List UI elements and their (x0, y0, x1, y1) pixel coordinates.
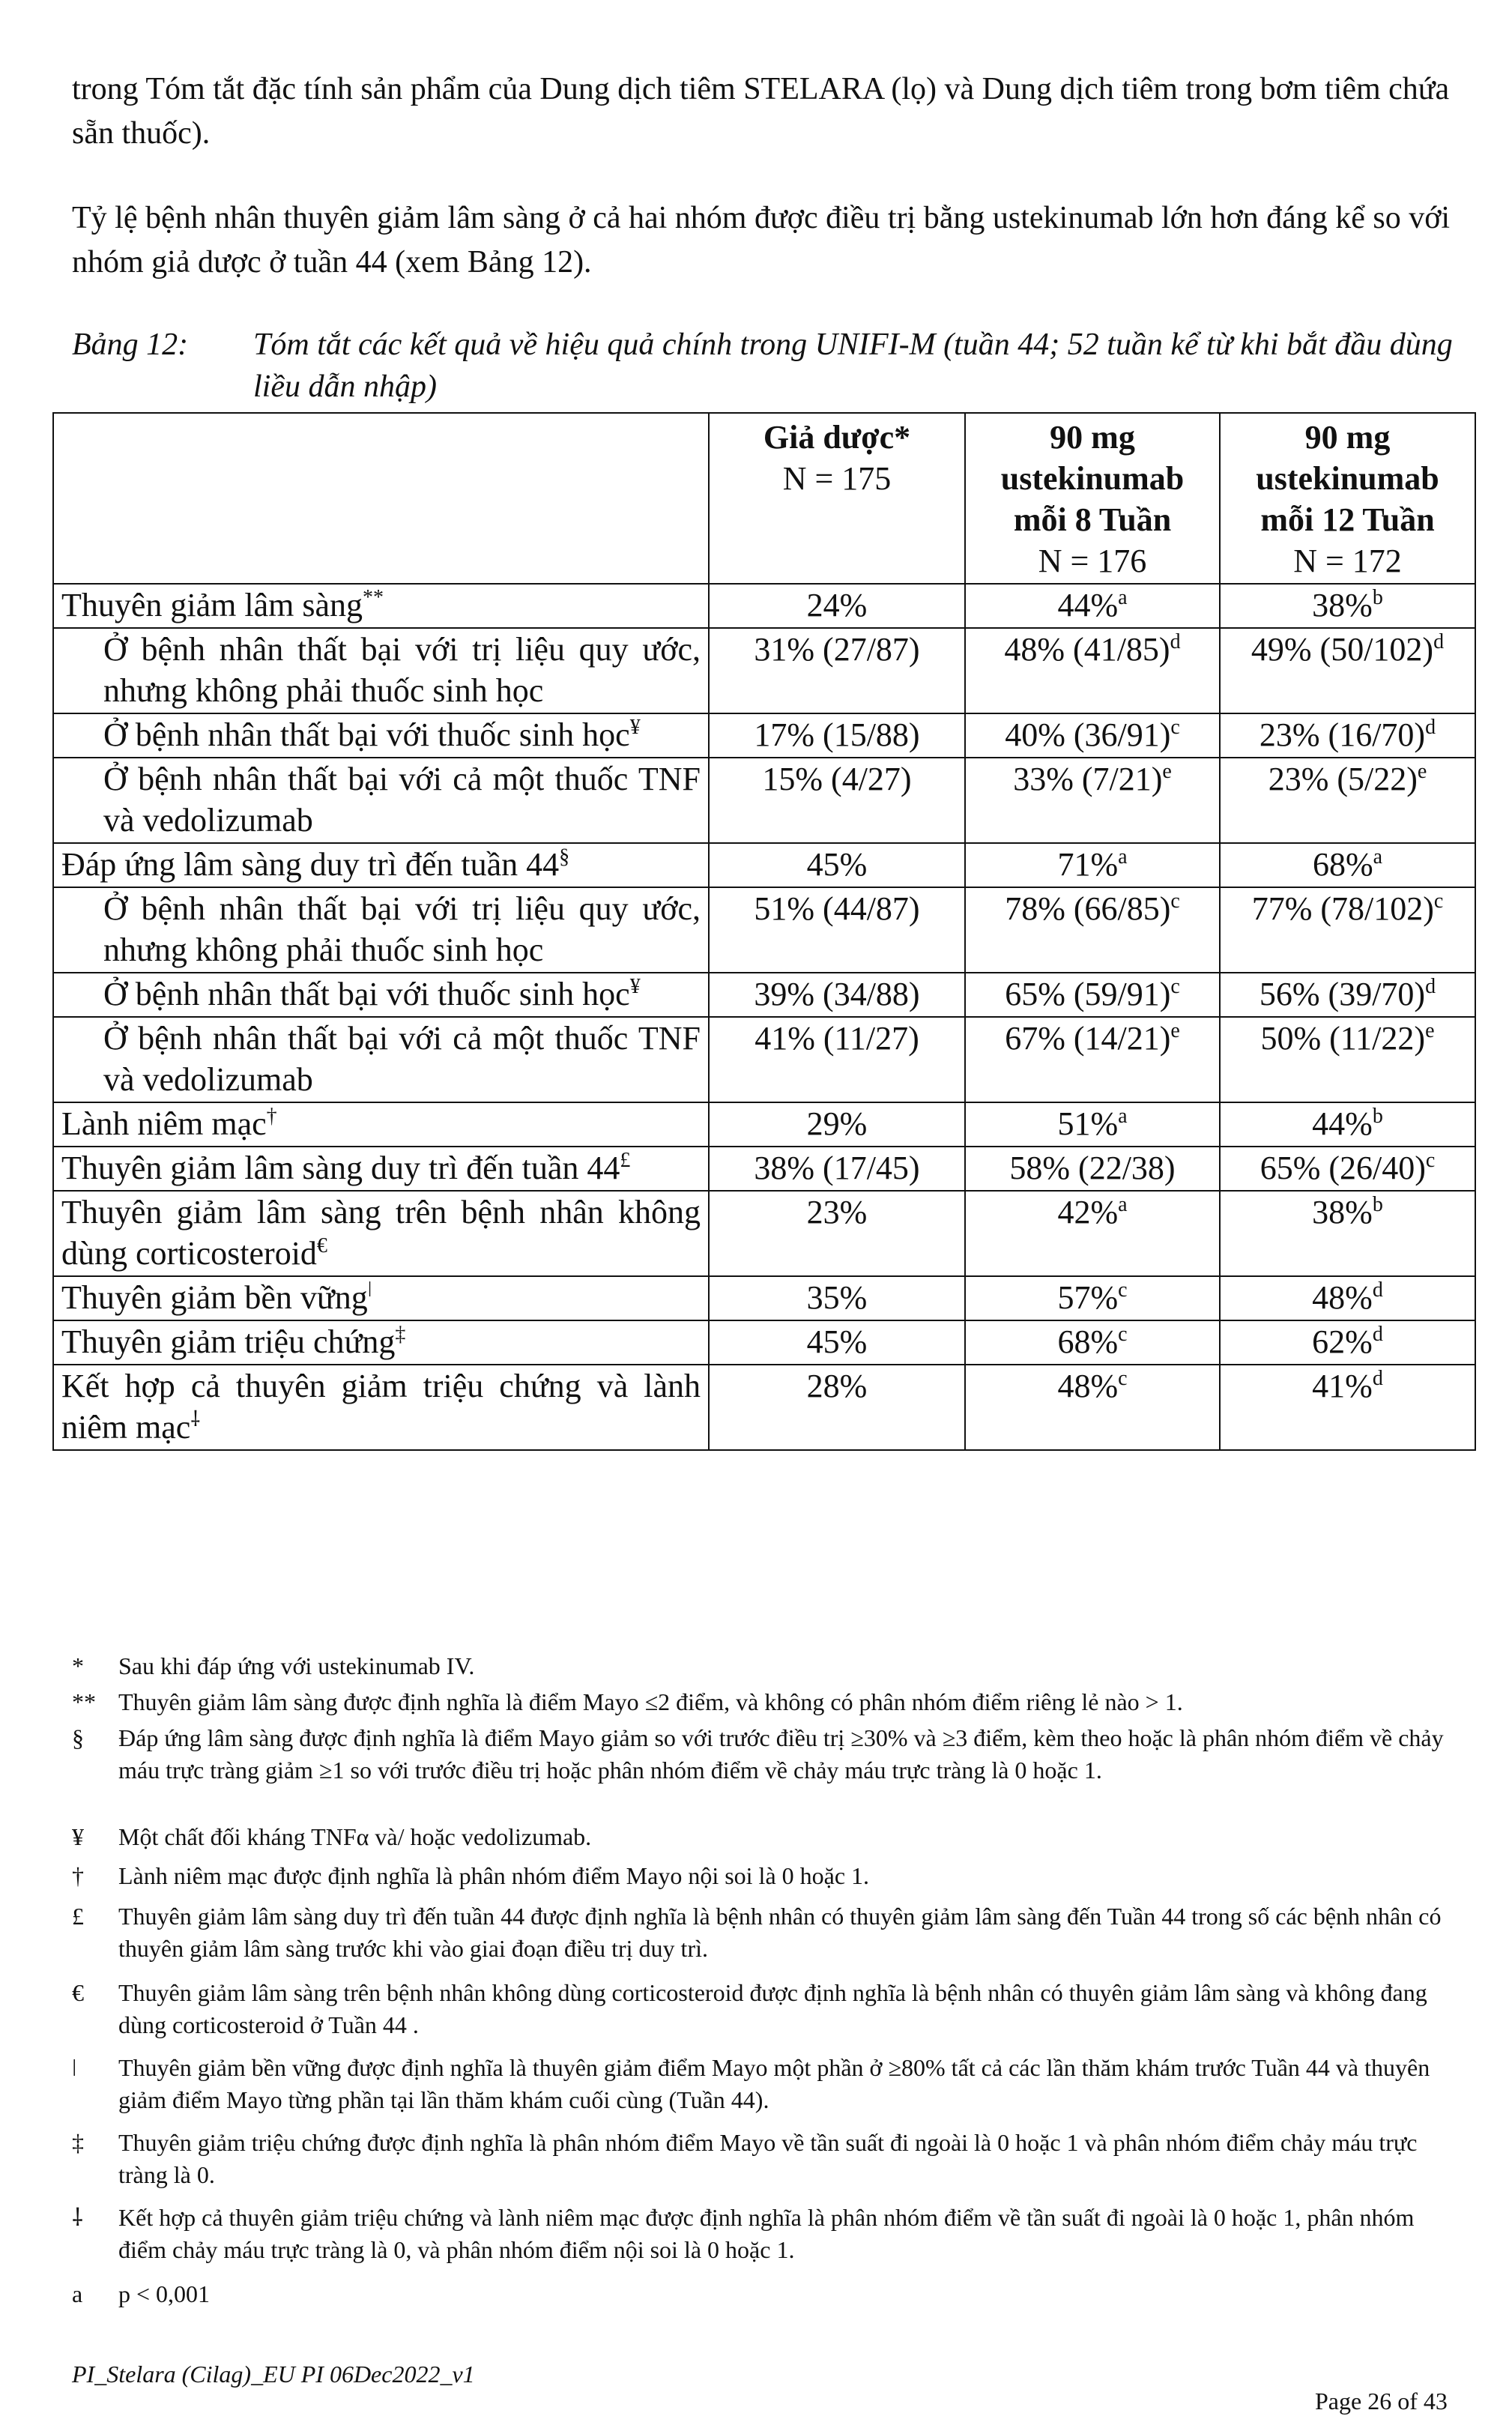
value-text: 41% (11/27) (755, 1020, 919, 1057)
value-text: 50% (11/22) (1260, 1020, 1426, 1057)
header-line: ustekinumab (1256, 460, 1439, 497)
value-text: 44% (1312, 1105, 1373, 1142)
row-label (53, 713, 709, 758)
row-label-text: Ở bệnh nhân thất bại với cả một thuốc TNF và vedolizumab (103, 761, 701, 839)
footnote-mark: § (72, 1724, 84, 1751)
row-label-footnote-mark: £ (620, 1149, 631, 1172)
table-caption-label: Bảng 12: (72, 327, 189, 362)
intro-paragraph: trong Tóm tắt đặc tính sản phẩm của Dung dịch tiêm STELARA (lọ) và Dung dịch tiêm trong bơm tiêm chứa sẵn thuốc). (72, 72, 1450, 151)
header-line: 90 mg (1304, 419, 1391, 456)
row-label-footnote-mark: ǀ (367, 1278, 372, 1302)
footnote-mark: * (72, 1652, 84, 1679)
value-text: 28% (806, 1368, 868, 1404)
value-cell-c3 (1220, 713, 1475, 758)
row-label (53, 1147, 709, 1191)
table-caption-text: Tóm tắt các kết quả về hiệu quả chính trong UNIFI-M (tuần 44; 52 tuần kể từ khi bắt đầu dùng liều dẫn nhập) (253, 327, 1453, 404)
value-cell-c3 (1220, 887, 1475, 973)
value-cell-c1 (709, 758, 965, 843)
table-row (53, 1365, 1475, 1450)
significance-mark: c (1118, 1278, 1128, 1302)
row-label (53, 1276, 709, 1320)
row-label-text: Lành niêm mạc (61, 1105, 267, 1142)
significance-mark: d (1372, 1323, 1383, 1346)
value-text: 51% (1057, 1105, 1119, 1142)
value-text: 65% (26/40) (1260, 1150, 1426, 1186)
value-text: 49% (50/102) (1251, 631, 1434, 668)
value-cell-c3 (1220, 758, 1475, 843)
row-label-text: Ở bệnh nhân thất bại với thuốc sinh học (103, 976, 630, 1012)
value-text: 51% (44/87) (754, 890, 920, 927)
value-cell-c2 (965, 758, 1220, 843)
header-line: N = 175 (782, 460, 892, 497)
value-text: 45% (806, 1323, 868, 1360)
efficacy-table (52, 412, 1476, 1451)
value-text: 17% (15/88) (754, 716, 920, 753)
value-cell-c2 (965, 1017, 1220, 1102)
significance-mark: e (1170, 1019, 1180, 1042)
significance-mark: b (1372, 1105, 1383, 1128)
value-cell-c2 (965, 1320, 1220, 1365)
value-text: 77% (78/102) (1251, 890, 1434, 927)
row-label-text: Thuyên giảm triệu chứng (61, 1323, 396, 1360)
table-row (53, 758, 1475, 843)
row-label (53, 1017, 709, 1102)
table-row (53, 1191, 1475, 1276)
value-text: 31% (27/87) (754, 631, 920, 668)
value-text: 44% (1057, 587, 1119, 623)
value-text: 39% (34/88) (754, 976, 920, 1012)
value-cell-c1 (709, 973, 965, 1017)
value-text: 38% (17/45) (754, 1150, 920, 1186)
header-line: 90 mg (1050, 419, 1135, 456)
footnote-text: Thuyên giảm lâm sàng được định nghĩa là điểm Mayo ≤2 điểm, và không có phân nhóm điểm riêng lẻ nào > 1. (118, 1688, 1183, 1715)
row-label-text: Thuyên giảm lâm sàng duy trì đến tuần 44 (61, 1150, 620, 1186)
value-cell-c1 (709, 584, 965, 628)
row-label (53, 843, 709, 887)
footnote-mark: † (72, 1862, 84, 1889)
header-line: mỗi 12 Tuần (1260, 501, 1435, 538)
significance-mark: d (1433, 630, 1445, 653)
significance-mark: e (1417, 760, 1427, 783)
significance-mark: d (1170, 630, 1181, 653)
footnote-text: Sau khi đáp ứng với ustekinumab IV. (118, 1652, 475, 1679)
table-row (53, 973, 1475, 1017)
row-label-footnote-mark: ‡ (395, 1323, 406, 1346)
value-cell-c2 (965, 887, 1220, 973)
value-text: 78% (66/85) (1005, 890, 1171, 927)
value-cell-c1 (709, 1102, 965, 1147)
value-cell-c2 (965, 1102, 1220, 1147)
value-cell-c1 (709, 1017, 965, 1102)
value-cell-c1 (709, 1191, 965, 1276)
value-text: 48% (1312, 1279, 1373, 1316)
value-cell-c2 (965, 843, 1220, 887)
header-q12w (1220, 413, 1475, 584)
value-cell-c2 (965, 1147, 1220, 1191)
row-label (53, 1102, 709, 1147)
row-label (53, 628, 709, 713)
value-cell-c3 (1220, 1017, 1475, 1102)
row-label (53, 973, 709, 1017)
footnote-text: Kết hợp cả thuyên giảm triệu chứng và lành niêm mạc được định nghĩa là phân nhóm điểm về tần suất đi ngoài là 0 hoặc 1, phân nhóm điểm chảy máu trực tràng là 0, và phân nhóm điểm nội soi là 0 hoặc 1. (118, 2204, 1415, 2263)
value-cell-c3 (1220, 628, 1475, 713)
header-q8w (965, 413, 1220, 584)
value-text: 24% (806, 587, 868, 623)
row-label-text: Thuyên giảm bền vững (61, 1279, 368, 1316)
value-text: 38% (1312, 1194, 1373, 1230)
significance-mark: a (1118, 1193, 1128, 1216)
value-text: 42% (1057, 1194, 1119, 1230)
row-label-text: Ở bệnh nhân thất bại với trị liệu quy ước, nhưng không phải thuốc sinh học (103, 631, 701, 709)
value-cell-c1 (709, 1147, 965, 1191)
significance-mark: e (1162, 760, 1172, 783)
value-cell-c1 (709, 1320, 965, 1365)
header-line: N = 172 (1293, 543, 1402, 579)
value-text: 23% (5/22) (1268, 761, 1418, 797)
significance-mark: c (1170, 890, 1180, 913)
value-text: 35% (806, 1279, 868, 1316)
significance-mark: a (1373, 845, 1383, 869)
value-text: 41% (1312, 1368, 1373, 1404)
row-label-footnote-mark: € (316, 1234, 327, 1257)
footnote-mark: ⸸ (72, 2204, 84, 2231)
value-cell-c3 (1220, 1320, 1475, 1365)
footnote-text: Thuyên giảm triệu chứng được định nghĩa là phân nhóm điểm Mayo về tần suất đi ngoài là 0 hoặc 1 và phân nhóm điểm chảy máu trực tràng là 0. (118, 2129, 1418, 2188)
significance-mark: a (1118, 586, 1128, 609)
value-cell-c3 (1220, 843, 1475, 887)
footnote-mark: ‡ (72, 2129, 84, 2156)
row-label-footnote-mark: ** (363, 586, 384, 609)
row-label-text: Ở bệnh nhân thất bại với cả một thuốc TNF và vedolizumab (103, 1020, 701, 1098)
header-line: ustekinumab (1000, 460, 1185, 497)
value-text: 68% (1312, 846, 1373, 883)
row-label-footnote-mark: † (266, 1105, 277, 1128)
table-row (53, 713, 1475, 758)
value-cell-c3 (1220, 1276, 1475, 1320)
row-label-footnote-mark: § (559, 845, 570, 869)
footnote-text: p < 0,001 (118, 2280, 211, 2307)
value-text: 33% (7/21) (1013, 761, 1163, 797)
value-cell-c3 (1220, 584, 1475, 628)
value-cell-c2 (965, 584, 1220, 628)
significance-mark: d (1372, 1367, 1383, 1390)
significance-mark: e (1425, 1019, 1435, 1042)
value-cell-c2 (965, 1365, 1220, 1450)
table-row (53, 584, 1475, 628)
header-line: Giả dược* (763, 419, 911, 456)
value-cell-c2 (965, 628, 1220, 713)
row-label (53, 758, 709, 843)
value-text: 40% (36/91) (1005, 716, 1171, 753)
value-text: 57% (1057, 1279, 1119, 1316)
table-row (53, 1276, 1475, 1320)
significance-mark: d (1372, 1278, 1383, 1302)
significance-mark: d (1425, 716, 1436, 739)
footnote-text: Một chất đối kháng TNFα và/ hoặc vedolizumab. (118, 1823, 592, 1850)
table-row (53, 1147, 1475, 1191)
value-text: 45% (806, 846, 868, 883)
row-label (53, 1191, 709, 1276)
value-cell-c3 (1220, 1102, 1475, 1147)
significance-mark: d (1425, 975, 1436, 998)
footnote-mark: ǀ (72, 2054, 77, 2081)
table-header-row (53, 413, 1475, 584)
value-text: 65% (59/91) (1005, 976, 1171, 1012)
row-label (53, 584, 709, 628)
footnote-text: Thuyên giảm lâm sàng trên bệnh nhân không dùng corticosteroid được định nghĩa là bệnh nhân có thuyên giảm lâm sàng và không đang dùng corticosteroid ở Tuần 44 . (118, 1979, 1427, 2038)
value-text: 62% (1312, 1323, 1373, 1360)
value-cell-c2 (965, 1191, 1220, 1276)
footer-document-id: PI_Stelara (Cilag)_EU PI 06Dec2022_v1 (72, 2361, 475, 2388)
footnote-mark: a (72, 2280, 83, 2307)
value-text: 29% (806, 1105, 868, 1142)
value-cell-c3 (1220, 1147, 1475, 1191)
value-text: 23% (806, 1194, 868, 1230)
value-text: 48% (41/85) (1004, 631, 1170, 668)
footnote-text: Thuyên giảm bền vững được định nghĩa là thuyên giảm điểm Mayo một phần ở ≥80% tất cả các lần thăm khám trước Tuần 44 và thuyên giảm điểm Mayo từng phần tại lần thăm khám cuối cùng (Tuần 44). (118, 2054, 1430, 2113)
footnote-mark: ¥ (72, 1823, 84, 1850)
row-label (53, 1365, 709, 1450)
value-cell-c1 (709, 628, 965, 713)
value-cell-c1 (709, 1365, 965, 1450)
value-cell-c1 (709, 843, 965, 887)
significance-mark: b (1372, 586, 1383, 609)
significance-mark: c (1170, 716, 1180, 739)
footnote-text: Đáp ứng lâm sàng được định nghĩa là điểm Mayo giảm so với trước điều trị ≥30% và ≥3 điểm, kèm theo hoặc là phân nhóm điểm về chảy máu trực tràng giảm ≥1 so với trước điều trị hoặc phân nhóm điểm về chảy máu trực tràng là 0 hoặc 1. (118, 1724, 1444, 1784)
results-paragraph: Tỷ lệ bệnh nhân thuyên giảm lâm sàng ở cả hai nhóm được điều trị bằng ustekinumab lớn hơn đáng kể so với nhóm giả dược ở tuần 44 (xem Bảng 12). (72, 201, 1451, 280)
footer-page-number: Page 26 of 43 (1315, 2388, 1448, 2415)
header-line: mỗi 8 Tuần (1013, 501, 1172, 538)
row-label-text: Kết hợp cả thuyên giảm triệu chứng và lành niêm mạc (61, 1368, 701, 1446)
significance-mark: c (1118, 1323, 1128, 1346)
value-text: 58% (22/38) (1009, 1150, 1176, 1186)
table-row (53, 1320, 1475, 1365)
row-label (53, 887, 709, 973)
value-cell-c1 (709, 713, 965, 758)
value-cell-c2 (965, 973, 1220, 1017)
row-label-text: Thuyên giảm lâm sàng trên bệnh nhân không dùng corticosteroid (61, 1194, 701, 1272)
value-text: 56% (39/70) (1259, 976, 1426, 1012)
significance-mark: a (1118, 1105, 1128, 1128)
value-text: 48% (1057, 1368, 1119, 1404)
footnote-text: Thuyên giảm lâm sàng duy trì đến tuần 44 được định nghĩa là bệnh nhân có thuyên giảm lâm sàng đến Tuần 44 trong số các bệnh nhân có thuyên giảm lâm sàng trước khi vào giai đoạn điều trị duy trì. (118, 1903, 1442, 1962)
significance-mark: c (1425, 1149, 1436, 1172)
value-cell-c3 (1220, 973, 1475, 1017)
row-label-text: Thuyên giảm lâm sàng (61, 587, 363, 623)
significance-mark: b (1372, 1193, 1383, 1216)
footnote-mark: € (72, 1979, 84, 2006)
header-placebo (709, 413, 965, 584)
table-row (53, 628, 1475, 713)
footnote-text: Lành niêm mạc được định nghĩa là phân nhóm điểm Mayo nội soi là 0 hoặc 1. (118, 1862, 870, 1889)
significance-mark: c (1118, 1367, 1128, 1390)
value-cell-c2 (965, 713, 1220, 758)
table-row (53, 887, 1475, 973)
row-label (53, 1320, 709, 1365)
value-cell-c1 (709, 1276, 965, 1320)
significance-mark: a (1118, 845, 1128, 869)
header-line: N = 176 (1038, 543, 1147, 579)
significance-mark: c (1170, 975, 1180, 998)
row-label-footnote-mark: ¥ (629, 975, 641, 998)
value-text: 15% (4/27) (762, 761, 912, 797)
header-empty-cell (53, 413, 709, 584)
table-row (53, 1102, 1475, 1147)
value-cell-c2 (965, 1276, 1220, 1320)
value-text: 68% (1057, 1323, 1119, 1360)
table-row (53, 1017, 1475, 1102)
value-cell-c1 (709, 887, 965, 973)
row-label-text: Ở bệnh nhân thất bại với trị liệu quy ước, nhưng không phải thuốc sinh học (103, 890, 701, 968)
row-label-text: Ở bệnh nhân thất bại với thuốc sinh học (103, 716, 630, 753)
footnote-mark: £ (72, 1903, 84, 1930)
value-text: 71% (1057, 846, 1119, 883)
value-text: 23% (16/70) (1259, 716, 1426, 753)
row-label-text: Đáp ứng lâm sàng duy trì đến tuần 44 (61, 846, 560, 883)
value-cell-c3 (1220, 1191, 1475, 1276)
row-label-footnote-mark: ⸸ (190, 1408, 201, 1431)
footnote-mark: ** (72, 1688, 96, 1715)
value-cell-c3 (1220, 1365, 1475, 1450)
significance-mark: c (1433, 890, 1444, 913)
table-row (53, 843, 1475, 887)
row-label-footnote-mark: ¥ (629, 716, 641, 739)
value-text: 38% (1312, 587, 1373, 623)
value-text: 67% (14/21) (1005, 1020, 1171, 1057)
